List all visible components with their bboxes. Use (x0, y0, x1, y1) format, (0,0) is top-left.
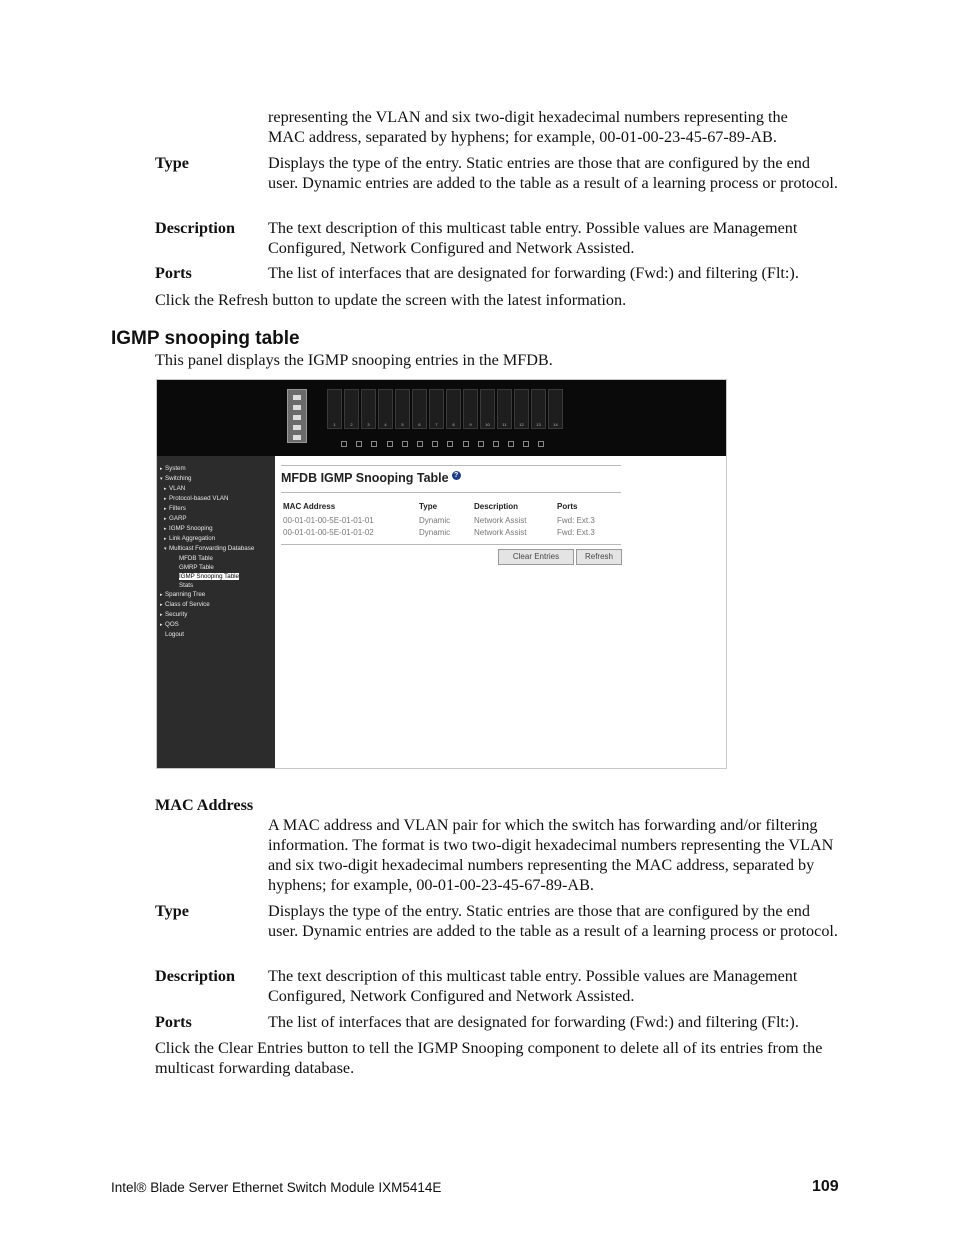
nav-item-label: Link Aggregation (169, 535, 216, 542)
nav-item-label: Protocol-based VLAN (169, 495, 229, 502)
collapsed-arrow-icon: ▸ (164, 496, 167, 502)
nav-item-label: MFDB Table (179, 555, 213, 562)
footer-title: Intel® Blade Server Ethernet Switch Module IXM5414E (111, 1180, 442, 1195)
nav-item-label: Switching (165, 475, 192, 482)
type-definition: Displays the type of the entry. Static entries are those that are configured by the end user. Dynamic entries are added to the table as a result of a learning process or protocol. (268, 154, 838, 192)
content-panel (275, 456, 727, 769)
mac-address-term: MAC Address (155, 796, 254, 814)
snooping-table (281, 502, 617, 539)
nav-item-vlan[interactable] (160, 484, 254, 494)
blade-slot (378, 389, 393, 429)
mac-def-continued-2: MAC address, separated by hyphens; for example, 00-01-00-23-45-67-89-AB. (268, 128, 777, 146)
slot-number: 13 (536, 422, 541, 427)
collapsed-arrow-icon: ▸ (164, 536, 167, 542)
col-mac-address: MAC Address (283, 502, 336, 511)
cell-description: Network Assist (474, 527, 527, 537)
page-title (281, 471, 461, 485)
nav-item-class-of-service[interactable] (160, 600, 254, 610)
title-rule-top (281, 465, 621, 466)
cell-type: Dynamic (419, 515, 451, 525)
nav-item-label: Stats (179, 582, 194, 589)
blade-slot (463, 389, 478, 429)
table-row (281, 527, 617, 539)
cell-mac-address: 00-01-01-00-5E-01-01-01 (283, 515, 374, 525)
type-term: Type (155, 154, 189, 172)
port-led (447, 441, 453, 447)
nav-item-label: Security (165, 611, 188, 618)
help-icon[interactable]: ? (452, 471, 461, 480)
section-heading: IGMP snooping table (111, 328, 300, 349)
nav-item-stats[interactable] (160, 581, 254, 590)
title-rule-bottom (281, 492, 621, 493)
blade-slot (548, 389, 563, 429)
nav-item-label: QOS (165, 621, 179, 628)
slot-number: 4 (384, 422, 387, 427)
ports-definition: The list of interfaces that are designated for forwarding (Fwd:) and filtering (Flt:). (268, 264, 799, 282)
slot-number: 6 (418, 422, 421, 427)
nav-item-label: Multicast Forwarding Database (169, 545, 255, 552)
blade-slot (361, 389, 376, 429)
nav-item-system[interactable] (160, 464, 254, 474)
slot-number: 12 (519, 422, 524, 427)
cell-ports: Fwd: Ext.3 (557, 515, 595, 525)
nav-item-label: IGMP Snooping (169, 525, 213, 532)
port-led (432, 441, 438, 447)
port-leds (341, 441, 544, 447)
slot-number: 11 (502, 422, 507, 427)
blade-slot (429, 389, 444, 429)
collapsed-arrow-icon: ▸ (164, 486, 167, 492)
cell-type: Dynamic (419, 527, 451, 537)
collapsed-arrow-icon: ▸ (160, 592, 163, 598)
blade-slot (344, 389, 359, 429)
expanded-arrow-icon: ▾ (160, 476, 163, 482)
igmp-snooping-screenshot (156, 379, 727, 769)
nav-item-spanning-tree[interactable] (160, 590, 254, 600)
collapsed-arrow-icon: ▸ (164, 526, 167, 532)
table-header-row (281, 502, 617, 515)
mac-address-definition: A MAC address and VLAN pair for which the switch has forwarding and/or filtering information. The format is two two-digit hexadecimal numbers representing the VLAN and six two-digit hexadecimal numbers representing the MAC address, separated by hyphens; for example, 00-01-00-23-45-67-89-AB. (268, 816, 834, 894)
nav-item-link-aggregation[interactable] (160, 534, 254, 544)
port-led (508, 441, 514, 447)
nav-item-switching[interactable] (160, 474, 254, 484)
description-term: Description (155, 219, 236, 237)
collapsed-arrow-icon: ▸ (160, 466, 163, 472)
ports-term: Ports (155, 264, 192, 282)
table-rule (281, 544, 621, 545)
blade-slot (514, 389, 529, 429)
blade-slot (497, 389, 512, 429)
blade-slot (480, 389, 495, 429)
management-module-graphic (287, 389, 307, 443)
nav-item-mfdb-table[interactable] (160, 554, 254, 563)
port-led (341, 441, 347, 447)
nav-item-logout[interactable] (160, 630, 254, 639)
table-row (281, 515, 617, 527)
nav-tree (160, 464, 254, 639)
nav-item-label: Logout (165, 631, 184, 638)
nav-item-security[interactable] (160, 610, 254, 620)
refresh-button[interactable]: Refresh (576, 549, 622, 565)
refresh-note: Click the Refresh button to update the screen with the latest information. (155, 291, 627, 309)
nav-item-igmp-snooping[interactable] (160, 524, 254, 534)
port-led (478, 441, 484, 447)
port-led (356, 441, 362, 447)
port-led (417, 441, 423, 447)
cell-ports: Fwd: Ext.3 (557, 527, 595, 537)
nav-item-gmrp-table[interactable] (160, 563, 254, 572)
type-definition: Displays the type of the entry. Static entries are those that are configured by the end user. Dynamic entries are added to the table as a result of a learning process or protocol. (268, 902, 838, 940)
description-term: Description (155, 967, 236, 985)
port-led (463, 441, 469, 447)
slot-number: 1 (333, 422, 336, 427)
description-definition: The text description of this multicast table entry. Possible values are Management Configured, Network Configured and Network Assisted. (268, 219, 798, 257)
ports-term: Ports (155, 1013, 192, 1031)
slot-number: 14 (553, 422, 558, 427)
nav-item-label: GMRP Table (179, 564, 214, 571)
nav-item-label: IGMP Snooping Table (179, 573, 239, 580)
nav-item-igmp-snooping-table[interactable] (160, 572, 254, 581)
col-type: Type (419, 502, 438, 511)
port-led (371, 441, 377, 447)
slot-number: 2 (350, 422, 353, 427)
nav-item-qos[interactable] (160, 620, 254, 630)
slot-number: 8 (452, 422, 455, 427)
clear-entries-button[interactable]: Clear Entries (498, 549, 574, 565)
port-led (523, 441, 529, 447)
nav-item-multicast-forwarding-database[interactable] (160, 544, 254, 554)
collapsed-arrow-icon: ▸ (164, 506, 167, 512)
mac-def-continued-1: representing the VLAN and six two-digit hexadecimal numbers representing the (268, 108, 788, 126)
nav-item-label: GARP (169, 515, 187, 522)
blade-slot (327, 389, 342, 429)
col-ports: Ports (557, 502, 578, 511)
switch-banner (157, 380, 727, 456)
description-definition: The text description of this multicast table entry. Possible values are Management Configured, Network Configured and Network Assisted. (268, 967, 798, 1005)
nav-sidebar (157, 456, 275, 769)
col-description: Description (474, 502, 519, 511)
slot-number: 10 (485, 422, 490, 427)
blade-slot (531, 389, 546, 429)
expanded-arrow-icon: ▾ (164, 546, 167, 552)
slot-number: 5 (401, 422, 404, 427)
nav-item-label: VLAN (169, 485, 186, 492)
clear-entries-note: Click the Clear Entries button to tell the IGMP Snooping component to delete all of its entries from the multicast forwarding database. (155, 1039, 823, 1077)
port-led (387, 441, 393, 447)
nav-item-filters[interactable] (160, 504, 254, 514)
blade-slot (446, 389, 461, 429)
blade-slot (412, 389, 427, 429)
slot-number: 3 (367, 422, 370, 427)
page-number: 109 (812, 1178, 839, 1195)
collapsed-arrow-icon: ▸ (160, 622, 163, 628)
nav-item-label: Spanning Tree (165, 591, 206, 598)
collapsed-arrow-icon: ▸ (160, 602, 163, 608)
blade-slot (395, 389, 410, 429)
cell-mac-address: 00-01-01-00-5E-01-01-02 (283, 527, 374, 537)
nav-item-garp[interactable] (160, 514, 254, 524)
cell-description: Network Assist (474, 515, 527, 525)
ports-definition: The list of interfaces that are designated for forwarding (Fwd:) and filtering (Flt:). (268, 1013, 799, 1031)
section-intro: This panel displays the IGMP snooping entries in the MFDB. (155, 351, 553, 369)
port-led (493, 441, 499, 447)
nav-item-protocol-based-vlan[interactable] (160, 494, 254, 504)
port-led (538, 441, 544, 447)
slot-number: 7 (435, 422, 438, 427)
collapsed-arrow-icon: ▸ (160, 612, 163, 618)
port-led (402, 441, 408, 447)
blade-slots (327, 389, 563, 429)
collapsed-arrow-icon: ▸ (164, 516, 167, 522)
page-title-text: MFDB IGMP Snooping Table (281, 471, 449, 485)
nav-item-label: Filters (169, 505, 186, 512)
nav-item-label: Class of Service (165, 601, 210, 608)
slot-number: 9 (469, 422, 472, 427)
nav-item-label: System (165, 465, 186, 472)
type-term: Type (155, 902, 189, 920)
